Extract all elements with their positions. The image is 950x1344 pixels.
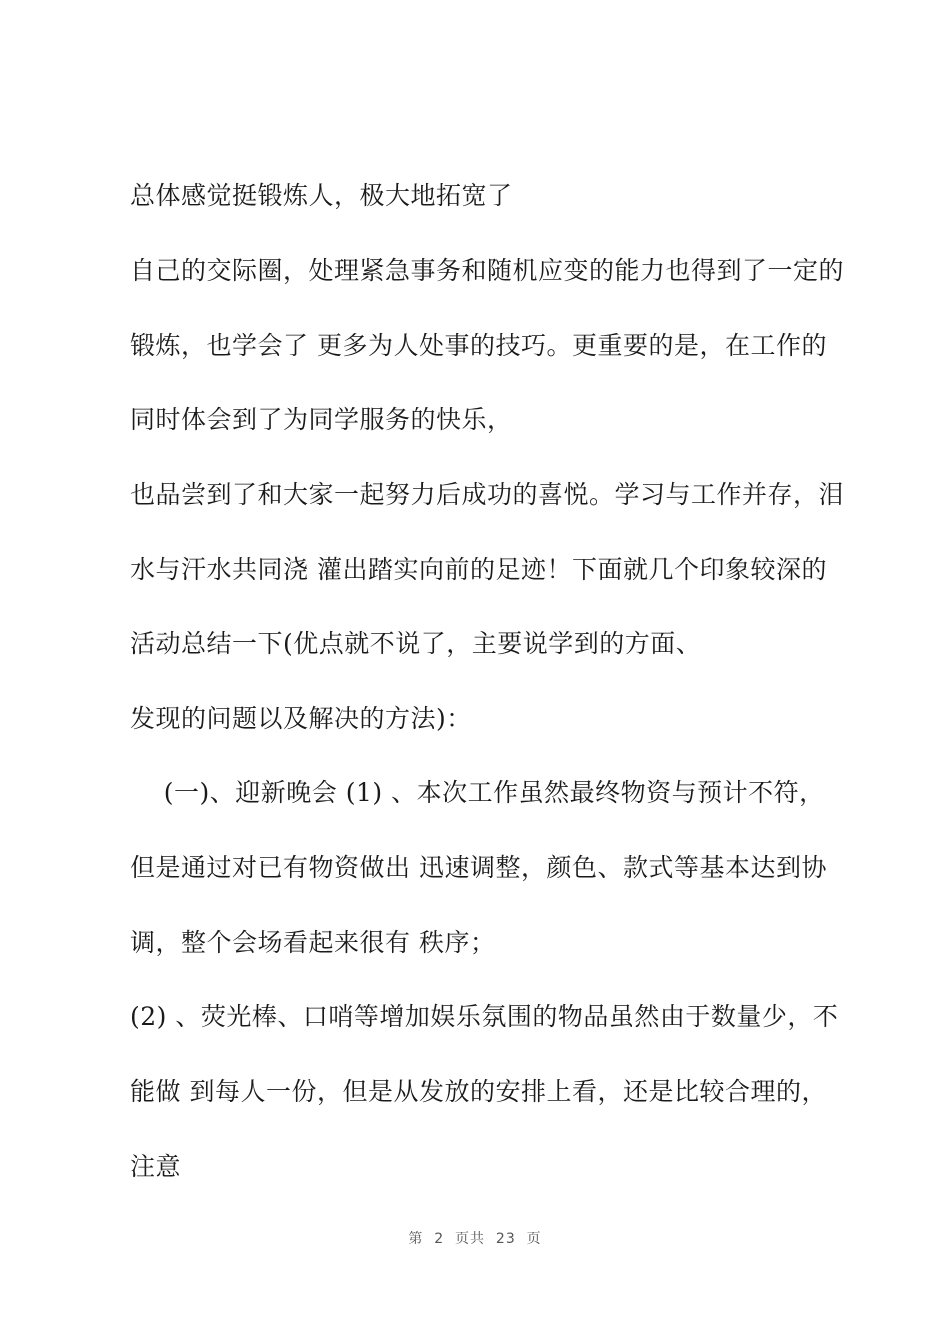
body-text-line: 同时体会到了为同学服务的快乐， bbox=[130, 405, 513, 434]
page-number-footer: 第 2 页共 23 页 bbox=[408, 1231, 542, 1247]
body-text-line: 活动总结一下(优点就不说了，主要说学到的方面、 bbox=[130, 629, 702, 658]
section-heading-line: (一)、迎新晚会 (1) 、本次工作虽然最终物资与预计不符， bbox=[130, 778, 825, 807]
body-text-line: 水与汗水共同浇 灌出踏实向前的足迹！下面就几个印象较深的 bbox=[130, 555, 827, 584]
body-text-line: 总体感觉挺锻炼人，极大地拓宽了 bbox=[130, 181, 513, 210]
body-text-line: 发现的问题以及解决的方法)： bbox=[130, 704, 472, 733]
body-text-line: 注意 bbox=[130, 1152, 182, 1181]
body-text-line: 但是通过对已有物资做出 迅速调整，颜色、款式等基本达到协 bbox=[130, 853, 827, 882]
body-text-line: (2) 、荧光棒、口哨等增加娱乐氛围的物品虽然由于数量少，不 bbox=[130, 1002, 839, 1031]
body-text-line: 锻炼，也学会了 更多为人处事的技巧。更重要的是，在工作的 bbox=[130, 331, 827, 360]
body-text-line: 调，整个会场看起来很有 秩序； bbox=[130, 928, 496, 957]
body-text-line: 自己的交际圈，处理紧急事务和随机应变的能力也得到了一定的 bbox=[130, 256, 845, 285]
body-text-line: 能做 到每人一份，但是从发放的安排上看，还是比较合理的， bbox=[130, 1077, 827, 1106]
body-text-line: 也品尝到了和大家一起努力后成功的喜悦。学习与工作并存，泪 bbox=[130, 480, 845, 509]
